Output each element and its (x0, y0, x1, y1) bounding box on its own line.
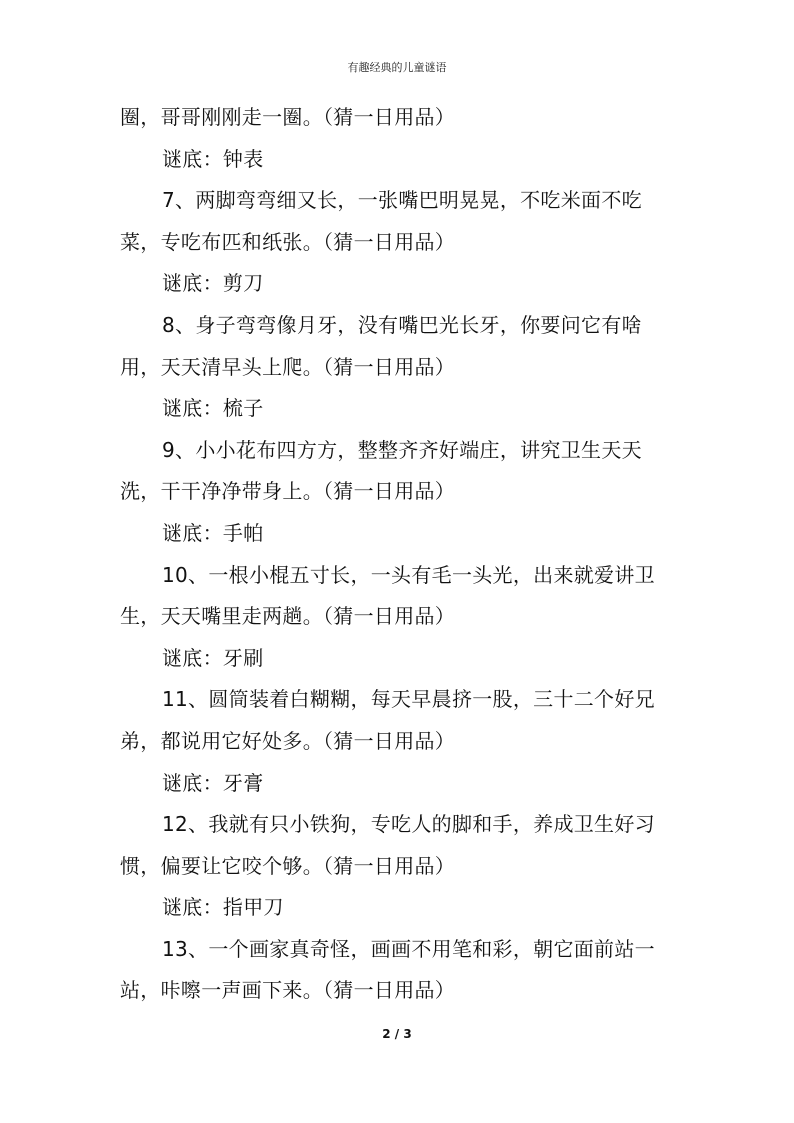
text-line-continuation: 圈，哥哥刚刚走一圈。（猜一日用品） (120, 105, 456, 129)
riddle-answer-8: 谜底：剪刀 (162, 271, 264, 296)
riddle-11-line-2: 弟，都说用它好处多。（猜一日用品） (120, 728, 456, 753)
riddle-9-line-2: 洗，干干净净带身上。（猜一日用品） (120, 479, 456, 504)
document-body (120, 97, 676, 1012)
riddle-10-line-1: 10、一根小棍五寸长，一头有毛一头光，出来就爱讲卫 (162, 562, 655, 587)
riddle-13-line-2: 站，咔嚓一声画下来。（猜一日用品） (120, 978, 456, 1003)
page-number: 2 / 3 (382, 1027, 412, 1041)
page-header: 有趣经典的儿童谜语 (347, 61, 447, 74)
riddle-9-line-1: 9、小小花布四方方，整整齐齐好端庄，讲究卫生天天 (162, 437, 642, 462)
riddle-8-line-2: 用，天天清早头上爬。（猜一日用品） (120, 354, 456, 379)
riddle-answer-7: 谜底：钟表 (162, 146, 264, 171)
riddle-7-line-1: 7、两脚弯弯细又长，一张嘴巴明晃晃，不吃米面不吃 (162, 188, 642, 213)
riddle-8-line-1: 8、身子弯弯像月牙，没有嘴巴光长牙，你要问它有啥 (162, 312, 642, 337)
riddle-10-line-2: 生，天天嘴里走两趟。（猜一日用品） (120, 604, 456, 629)
riddle-12-line-1: 12、我就有只小铁狗，专吃人的脚和手，养成卫生好习 (162, 812, 655, 837)
riddle-answer-10: 谜底：手帕 (162, 520, 264, 545)
riddle-7-line-2: 菜，专吃布匹和纸张。（猜一日用品） (120, 229, 456, 254)
riddle-12-line-2: 惯，偏要让它咬个够。（猜一日用品） (120, 853, 456, 878)
riddle-answer-12: 谜底：牙膏 (162, 770, 264, 795)
riddle-answer-9: 谜底：梳子 (162, 396, 264, 421)
riddle-answer-11: 谜底：牙刷 (162, 645, 264, 670)
riddle-13-line-1: 13、一个画家真奇怪，画画不用笔和彩，朝它面前站一 (162, 936, 655, 961)
riddle-11-line-1: 11、圆筒装着白糊糊，每天早晨挤一股，三十二个好兄 (162, 687, 655, 712)
riddle-answer-13: 谜底：指甲刀 (162, 895, 284, 920)
